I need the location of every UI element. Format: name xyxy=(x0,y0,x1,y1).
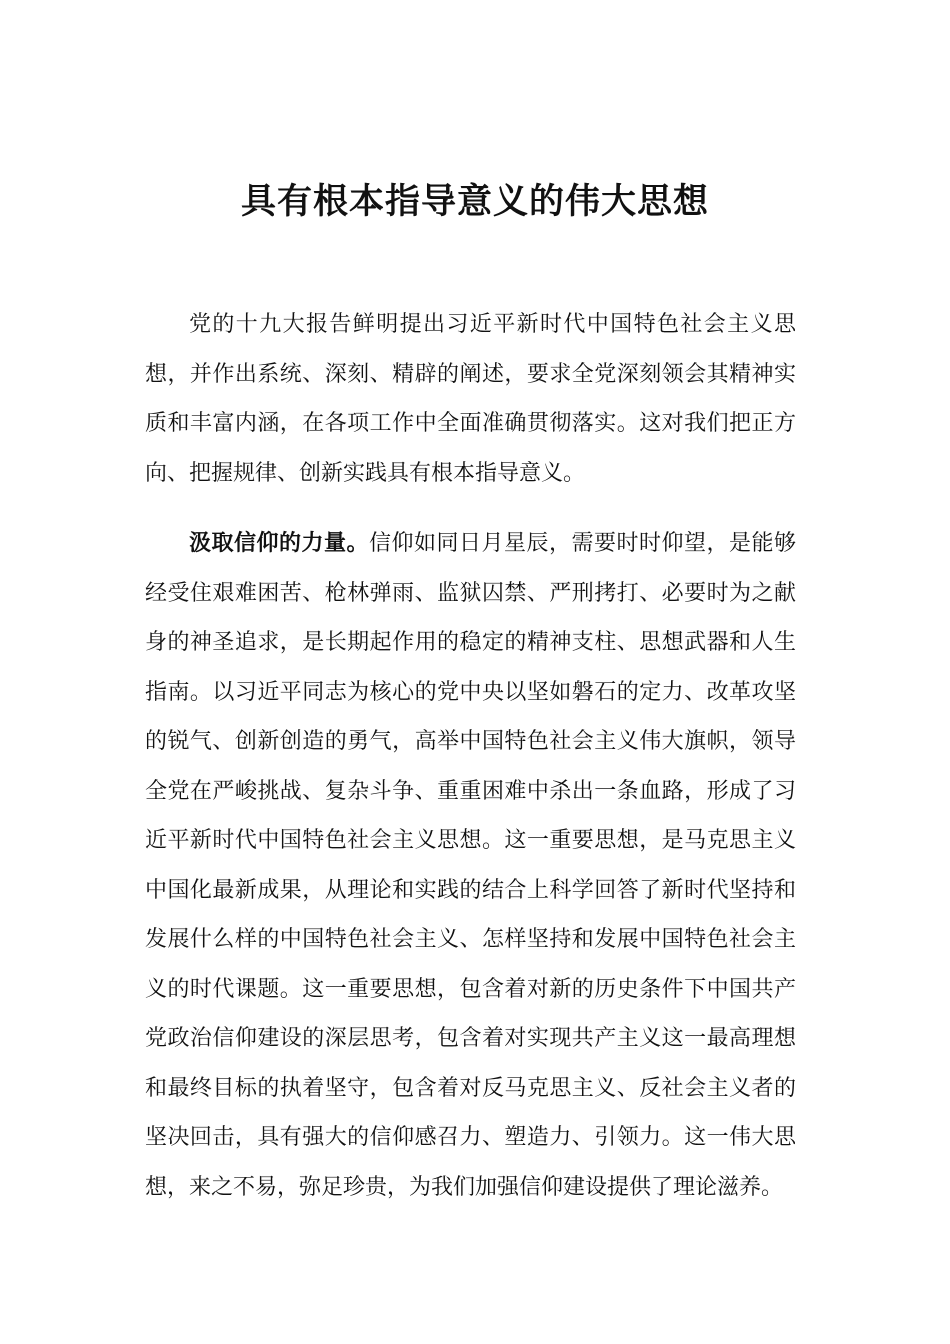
document-title: 具有根本指导意义的伟大思想 xyxy=(240,181,709,222)
paragraph-text: 信仰如同日月星辰，需要时时仰望，是能够经受住艰难困苦、枪林弹雨、监狱囚禁、严刑拷打、必要时为之献身的神圣追求，是长期起作用的稳定的精神支柱、思想武器和人生指南。以习近平同志为核心的党中央以坚如磐石的定力、改革攻坚的锐气、创新创造的勇气，高举中国特色社会主义伟大旗帜，领导全党在严峻挑战、复杂斗争、重重困难中杀出一条血路，形成了习近平新时代中国特色社会主义思想。这一重要思想，是马克思主义中国化最新成果，从理论和实践的结合上科学回答了新时代坚持和发展什么样的中国特色社会主义、怎样坚持和发展中国特色社会主义的时代课题。这一重要思想，包含着对新的历史条件下中国共产党政治信仰建设的深层思考，包含着对实现共产主义这一最高理想和最终目标的执着坚守，包含着对反马克思主义、反社会主义者的坚决回击，具有强大的信仰感召力、塑造力、引领力。这一伟大思想，来之不易，弥足珍贵，为我们加强信仰建设提供了理论滋养。 xyxy=(145,531,796,1200)
paragraph-text: 党的十九大报告鲜明提出习近平新时代中国特色社会主义思想，并作出系统、深刻、精辟的阐述，要求全党深刻领会其精神实质和丰富内涵，在各项工作中全面准确贯彻落实。这对我们把正方向、把握规律、创新实践具有根本指导意义。 xyxy=(145,312,796,486)
paragraph-faith xyxy=(145,519,796,1212)
paragraph-intro xyxy=(145,300,796,498)
paragraph-lead-heading: 汲取信仰的力量。 xyxy=(189,530,369,556)
